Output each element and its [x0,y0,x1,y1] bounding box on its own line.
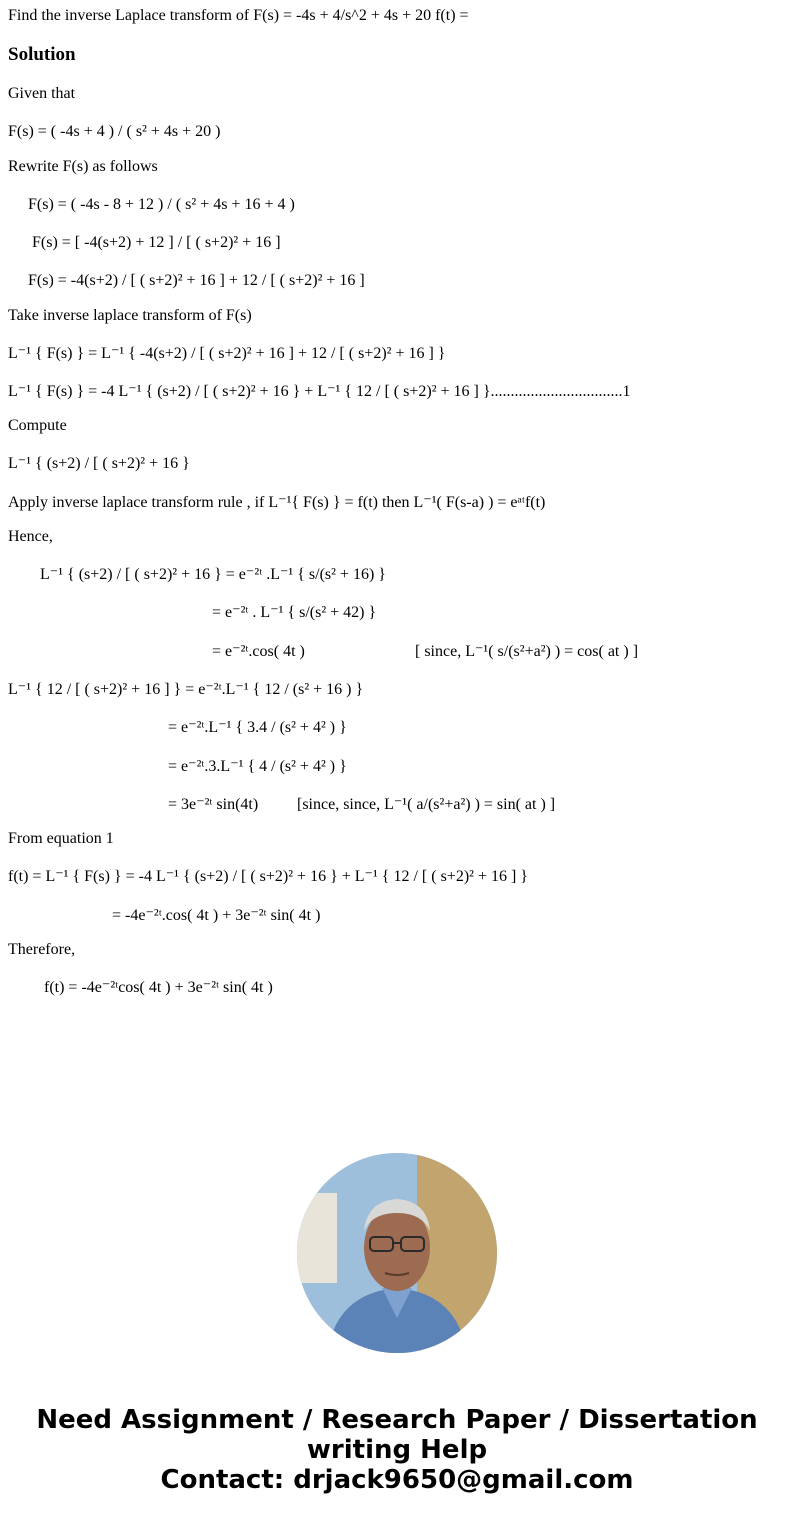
footer-contact: Contact: drjack9650@gmail.com [160,1465,634,1495]
second-term-step-2: = e⁻²ᵗ.L⁻¹ { 3.4 / (s² + 4² ) } [168,719,347,736]
given-that: Given that [8,85,76,102]
second-term-step-3: = e⁻²ᵗ.3.L⁻¹ { 4 / (s² + 4² ) } [168,758,347,775]
hence-step-1: L⁻¹ { (s+2) / [ ( s+2)² + 16 } = e⁻²ᵗ .L⁻¹ { s/(s² + 16) } [40,566,386,583]
rewrite-step-1: F(s) = ( -4s - 8 + 12 ) / ( s² + 4s + 16 + 4 ) [28,196,295,213]
rewrite-text: Rewrite F(s) as follows [8,158,158,175]
footer-line-1: Need Assignment / Research Paper / Dissertation [36,1405,758,1435]
hence-step-2: = e⁻²ᵗ . L⁻¹ { s/(s² + 42) } [212,604,377,621]
second-term-step-1: L⁻¹ { 12 / [ ( s+2)² + 16 ] } = e⁻²ᵗ.L⁻¹ { 12 / (s² + 16 ) } [8,681,364,698]
rewrite-step-2: F(s) = [ -4(s+2) + 12 ] / [ ( s+2)² + 16 ] [32,234,281,251]
final-step-1: f(t) = L⁻¹ { F(s) } = -4 L⁻¹ { (s+2) / [ ( s+2)² + 16 } + L⁻¹ { 12 / [ ( s+2)² + 16 ] } [8,868,528,885]
from-equation-text: From equation 1 [8,830,114,847]
transform-step-2: L⁻¹ { F(s) } = -4 L⁻¹ { (s+2) / [ ( s+2)² + 16 } + L⁻¹ { 12 / [ ( s+2)² + 16 ] }.................................1 [8,383,631,400]
transform-step-1: L⁻¹ { F(s) } = L⁻¹ { -4(s+2) / [ ( s+2)² + 16 ] + 12 / [ ( s+2)² + 16 ] } [8,345,446,362]
final-answer: f(t) = -4e⁻²ᵗcos( 4t ) + 3e⁻²ᵗ sin( 4t ) [44,979,273,996]
hence-text: Hence, [8,528,53,545]
question-text: Find the inverse Laplace transform of F(s) = -4s + 4/s^2 + 4s + 20 f(t) = [8,7,469,24]
author-avatar [297,1153,497,1353]
hence-step-3: = e⁻²ᵗ.cos( 4t ) [212,643,305,660]
solution-heading: Solution [8,44,76,65]
shift-rule: Apply inverse laplace transform rule , if L⁻¹{ F(s) } = f(t) then L⁻¹( F(s-a) ) = eᵃᵗf(t) [8,494,546,511]
therefore-text: Therefore, [8,941,76,958]
compute-text: Compute [8,417,67,434]
fs-definition: F(s) = ( -4s + 4 ) / ( s² + 4s + 20 ) [8,123,221,140]
footer-line-2: writing Help [306,1435,488,1465]
second-term-step-4: = 3e⁻²ᵗ sin(4t) [168,796,259,813]
sin-rule-note: [since, since, L⁻¹( a/(s²+a²) ) = sin( at ) ] [297,796,556,813]
take-inverse-text: Take inverse laplace transform of F(s) [8,307,252,324]
final-step-2: = -4e⁻²ᵗ.cos( 4t ) + 3e⁻²ᵗ sin( 4t ) [112,907,321,924]
cos-rule-note: [ since, L⁻¹( s/(s²+a²) ) = cos( at ) ] [415,643,639,660]
person-portrait-icon [297,1153,497,1353]
rewrite-step-3: F(s) = -4(s+2) / [ ( s+2)² + 16 ] + 12 / [ ( s+2)² + 16 ] [28,272,365,289]
compute-expression: L⁻¹ { (s+2) / [ ( s+2)² + 16 } [8,455,190,472]
promo-footer [0,1405,794,1495]
